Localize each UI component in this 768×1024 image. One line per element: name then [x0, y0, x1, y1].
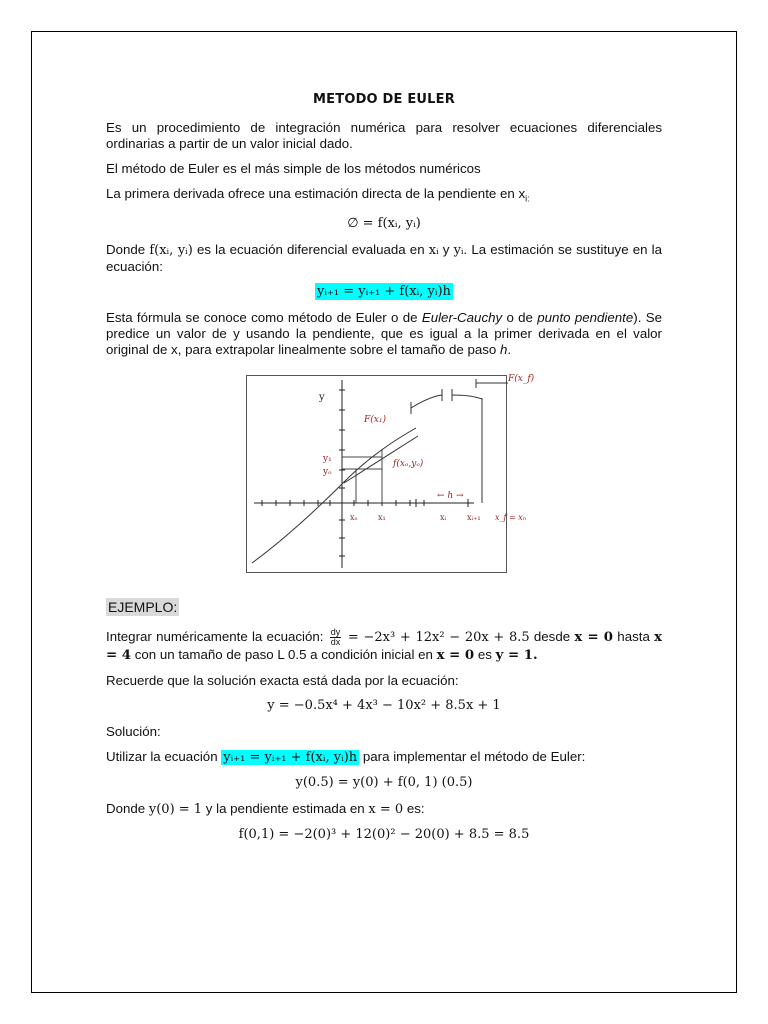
yo-label: yₒ — [323, 466, 332, 477]
xf-label: x_f = xₙ — [495, 512, 527, 522]
document-body — [106, 92, 662, 853]
recuerde-paragraph: Recuerde que la solución exacta está dada por la ecuación: — [106, 672, 459, 688]
utilizar-paragraph: Utilizar la ecuación yᵢ₊₁ = yᵢ₊₁ + f(xᵢ, yᵢ)h para implementar el método de Euler: — [106, 748, 586, 765]
phi-equation: ∅ = f(xᵢ, yᵢ) — [347, 215, 421, 231]
first-derivative-paragraph: La primera derivada ofrece una estimación directa de la pendiente en $x_{i:}$ — [106, 186, 530, 204]
x1-label: x₁ — [378, 512, 386, 522]
xo-label: xₒ — [350, 512, 358, 522]
intro-paragraph: Es un procedimiento de integración numérica para resolver ecuaciones diferenciales ordinarias a partir de un valor inicial dado. — [106, 120, 662, 151]
fxf-label: F(x_f) — [508, 373, 535, 384]
simplest-paragraph: El método de Euler es el más simple de los métodos numéricos — [106, 161, 481, 176]
xi-label: xᵢ — [440, 512, 447, 522]
exact-solution-equation: y = −0.5x⁴ + 4x³ − 10x² + 8.5x + 1 — [267, 697, 501, 713]
y1-label: y₁ — [323, 453, 332, 464]
integrar-paragraph: Integrar numéricamente la ecuación: $\frac{dy}{dx}$ = −2x³ + 12x² − 20x + 8.5 desde x = 0 hasta x = 4 con un tamaño de paso L 0.5 a condición inicial en x = 0 es y = 1. — [106, 626, 663, 663]
y-axis-label: y — [319, 391, 325, 403]
fx1-label: F(x₁) — [364, 414, 386, 425]
euler-equation: yᵢ₊₁ = yᵢ₊₁ + f(xᵢ, yᵢ)h — [317, 283, 451, 299]
xi1-label: xᵢ₊₁ — [467, 512, 481, 522]
h-label: ← h → — [437, 490, 464, 501]
donde2-paragraph: Donde y(0) = 1 y la pendiente estimada en x = 0 es: — [106, 800, 425, 817]
formula-paragraph: Esta fórmula se conoce como método de Euler o de Euler-Cauchy o de punto pendiente). Se predice un valor de y usando la pendiente, que es igual a la primer derivada en el valor original de x, para extrapolar linealmente sobre el tamaño de paso h. — [106, 309, 662, 357]
dy-dx-fraction: $\frac{dy}{dx}$ — [330, 626, 341, 647]
upper-arc-left — [411, 395, 442, 408]
figure-frame — [247, 375, 507, 572]
euler-diagram-svg — [246, 370, 535, 574]
upper-arc-right — [452, 395, 482, 399]
page-title: METODO DE EULER — [313, 92, 455, 107]
euler-diagram — [246, 370, 535, 574]
donde-paragraph: Donde f(xᵢ, yᵢ) es la ecuación diferencial evaluada en xᵢ y yᵢ. La estimación se sustituye en la ecuación: — [106, 241, 662, 274]
true-solution-curve — [252, 428, 416, 563]
solucion-label: Solución: — [106, 723, 161, 739]
ejemplo-heading: EJEMPLO: — [108, 598, 178, 615]
slope-equation: f(0,1) = −2(0)³ + 12(0)² − 20(0) + 8.5 = 8.5 — [238, 826, 530, 842]
fxoyo-label: f(xₒ,yₒ) — [393, 458, 424, 469]
step-equation: y(0.5) = y(0) + f(0, 1) (0.5) — [295, 774, 473, 790]
